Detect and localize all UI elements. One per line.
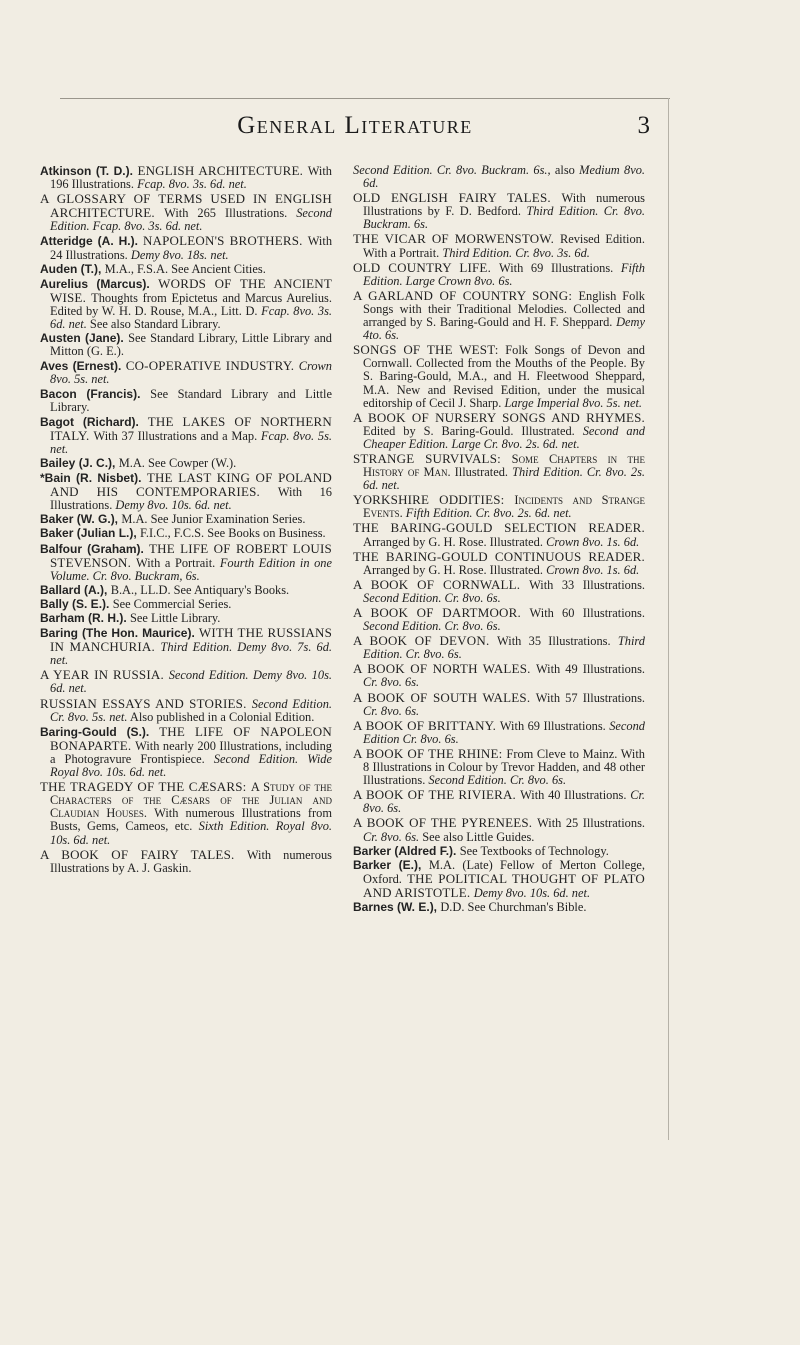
catalogue-entry	[353, 634, 645, 661]
entry-text: From Cleve to Mainz. With 8 Illustrations in Colour by Trevor Hadden, and 48 other Illustrations.	[363, 746, 645, 788]
entry-text: See Standard Library, Little Library and Mitton (G. E.).	[50, 331, 332, 359]
book-title: A BOOK OF DEVON.	[353, 633, 498, 649]
catalogue-entry	[40, 848, 332, 875]
edition-details: Third Edition. Cr. 8vo. Buckram. 6s.	[363, 204, 645, 232]
book-title: NAPOLEON'S BROTHERS.	[142, 233, 308, 249]
catalogue-entry	[40, 388, 332, 414]
edition-details: Fifth Edition. Large Crown 8vo. 6s.	[363, 260, 645, 288]
page-number: 3	[637, 112, 650, 139]
page-top-rule	[60, 98, 670, 99]
entry-text: With 49 Illustrations.	[535, 662, 645, 677]
author-heading: Baring (The Hon. Maurice).	[40, 626, 199, 641]
edition-details: Third Edition. Cr. 8vo. 6s.	[363, 634, 645, 662]
catalogue-entry	[40, 697, 332, 724]
catalogue-entry	[353, 191, 645, 231]
edition-details: Crown 8vo. 1s. 6d.	[546, 562, 640, 577]
entry-text: With 196 Illustrations.	[50, 164, 332, 192]
subtitle: Some Chapters in the History of Man.	[363, 451, 645, 480]
catalogue-entry	[353, 343, 645, 409]
edition-details: Large Imperial 8vo. 5s. net.	[504, 395, 642, 410]
author-heading: Bagot (Richard).	[40, 414, 148, 429]
catalogue-entry	[40, 513, 332, 526]
entry-text: With 25 Illustrations.	[537, 816, 645, 831]
catalogue-entry	[40, 542, 332, 583]
catalogue-entry	[353, 788, 645, 815]
entry-text: Revised Edition. With a Portrait.	[363, 232, 645, 260]
author-heading: Austen (Jane).	[40, 331, 129, 346]
entry-text: Illustrated.	[454, 465, 513, 480]
edition-details: Second Edition. Fcap. 8vo. 3s. 6d. net.	[50, 206, 332, 234]
edition-details: Third Edition. Demy 8vo. 7s. 6d. net.	[50, 640, 332, 668]
edition-details: Second Edition. Demy 8vo. 10s. 6d. net.	[50, 668, 332, 696]
page-header	[40, 112, 670, 146]
catalogue-entry	[353, 719, 645, 746]
author-heading: Barham (R. H.).	[40, 611, 131, 625]
entry-text: M.A. (Late) Fellow of Merton College, Oxford.	[363, 857, 646, 886]
edition-details: Fourth Edition in one Volume. Cr. 8vo. Buckram, 6s.	[50, 555, 332, 583]
entry-text: Edited by S. Baring-Gould. Illustrated.	[363, 423, 583, 438]
author-heading: Barker (E.),	[353, 857, 429, 872]
author-heading: Aurelius (Marcus).	[40, 276, 159, 291]
book-title: THE VICAR OF MORWENSTOW.	[353, 231, 560, 247]
book-title: A GLOSSARY OF TERMS USED IN ENGLISH ARCHITECTURE.	[40, 191, 332, 221]
author-heading: Aves (Ernest).	[40, 359, 126, 374]
catalogue-entry	[353, 606, 645, 633]
catalogue-columns	[40, 164, 670, 1104]
catalogue-entry	[353, 578, 645, 605]
edition-details: Second Edition. Wide Royal 8vo. 10s. 6d. net.	[50, 751, 332, 780]
catalogue-entry	[353, 164, 645, 190]
book-title: THE LAST KING OF POLAND AND HIS CONTEMPORARIES.	[50, 470, 332, 500]
book-title: THE LIFE OF NAPOLEON BONAPARTE.	[50, 723, 332, 753]
edition-details: Demy 8vo. 10s. 6d. net.	[473, 885, 591, 900]
entry-text: With 265 Illustrations.	[164, 206, 297, 221]
author-heading: Baker (W. G.),	[40, 512, 122, 527]
entry-text: D.D. See Churchman's Bible.	[440, 899, 587, 914]
edition-details: Second Edition. Cr. 8vo. 5s. net.	[50, 696, 332, 724]
book-title: OLD ENGLISH FAIRY TALES.	[353, 190, 562, 206]
catalogue-entry	[353, 747, 645, 787]
entry-text: See Little Library.	[130, 611, 221, 625]
author-heading: Auden (T.),	[40, 261, 105, 276]
edition-details: Cr. 8vo. 6s.	[363, 675, 420, 690]
edition-details: Third Edition. Cr. 8vo. 3s. 6d.	[442, 245, 590, 260]
book-title: WITH THE RUSSIANS IN MANCHURIA.	[50, 625, 332, 655]
catalogue-entry	[40, 263, 332, 276]
entry-text: With a Portrait.	[136, 555, 220, 570]
entry-text: With 37 Illustrations and a Map.	[93, 428, 261, 443]
edition-details: Cr. 8vo. 6s.	[363, 829, 420, 844]
edition-details: Second Edition Cr. 8vo. 6s.	[363, 718, 645, 746]
entry-text: Also published in a Colonial Edition.	[127, 709, 315, 724]
book-title: A BOOK OF SOUTH WALES.	[353, 689, 536, 705]
entry-text: With numerous Illustrations by A. J. Gaskin.	[50, 847, 332, 875]
book-title: THE TRAGEDY OF THE CÆSARS:	[40, 779, 251, 795]
running-head: General Literature	[237, 112, 473, 139]
book-title: A BOOK OF THE RIVIERA.	[353, 787, 521, 803]
catalogue-entry	[353, 816, 645, 843]
entry-text: See also Standard Library.	[86, 317, 221, 332]
author-heading: *Bain (R. Nisbet).	[40, 471, 147, 486]
book-title: A BOOK OF NORTH WALES.	[353, 661, 536, 677]
book-title: CO-OPERATIVE INDUSTRY.	[125, 358, 299, 374]
catalogue-entry	[40, 471, 332, 512]
catalogue-entry	[40, 780, 332, 846]
edition-details: Fifth Edition. Cr. 8vo. 2s. 6d. net.	[405, 506, 572, 521]
subtitle: A Study of the Characters of the Cæsars of the Julian and Claudian Houses.	[50, 780, 332, 821]
book-title: A GARLAND OF COUNTRY SONG:	[353, 287, 579, 303]
book-title: THE BARING-GOULD CONTINUOUS READER.	[353, 548, 645, 564]
book-title: A BOOK OF CORNWALL.	[353, 576, 530, 592]
entry-text: With 35 Illustrations.	[497, 634, 618, 649]
entry-text: M.A. See Junior Examination Series.	[121, 512, 306, 527]
author-heading: Atkinson (T. D.).	[40, 164, 138, 178]
catalogue-entry	[40, 457, 332, 470]
author-heading: Barker (Aldred F.).	[353, 843, 460, 858]
catalogue-entry	[353, 411, 645, 451]
catalogue-entry	[353, 662, 645, 689]
edition-details: Crown 8vo. 1s. 6d.	[546, 534, 640, 549]
edition-details: Demy 8vo. 18s. net.	[130, 247, 229, 262]
entry-text: B.A., LL.D. See Antiquary's Books.	[110, 582, 290, 597]
right-column	[353, 164, 645, 915]
entry-text: With 16 Illustrations.	[50, 485, 332, 513]
author-heading: Balfour (Graham).	[40, 541, 149, 556]
author-heading: Ballard (A.),	[40, 582, 111, 597]
subtitle: Incidents and Strange Events.	[363, 493, 645, 521]
edition-details: Sixth Edition. Royal 8vo. 10s. 6d. net.	[50, 819, 332, 847]
edition-details: Crown 8vo. 5s. net.	[50, 359, 332, 387]
entry-text: Arranged by G. H. Rose. Illustrated.	[363, 534, 547, 549]
entry-text: Thoughts from Epictetus and Marcus Aurelius. Edited by W. H. D. Rouse, M.A., Litt. D.	[50, 290, 332, 318]
entry-text: M.A. See Cowper (W.).	[118, 455, 237, 470]
catalogue-entry	[40, 415, 332, 456]
entry-text: With 24 Illustrations.	[50, 234, 333, 262]
edition-details: Fcap. 8vo. 5s. net.	[50, 428, 332, 456]
catalogue-entry	[353, 859, 645, 900]
book-title: A BOOK OF THE RHINE:	[353, 745, 507, 761]
book-title: A BOOK OF DARTMOOR.	[353, 605, 530, 620]
entry-text: With 33 Illustrations.	[529, 577, 645, 592]
edition-details: Second Edition. Cr. 8vo. Buckram. 6s.,	[353, 163, 555, 177]
catalogue-entry	[40, 612, 332, 625]
edition-details: Demy 8vo. 10s. 6d. net.	[115, 498, 232, 513]
edition-details: Second and Cheaper Edition. Large Cr. 8vo. 2s. 6d. net.	[363, 423, 645, 451]
entry-text: See also Little Guides.	[419, 829, 535, 844]
entry-text: F.I.C., F.C.S. See Books on Business.	[140, 526, 326, 541]
entry-text: also	[554, 163, 580, 177]
catalogue-entry	[40, 332, 332, 358]
author-heading: Barnes (W. E.),	[353, 899, 441, 914]
catalogue-entry	[353, 845, 645, 858]
edition-details: Demy 4to. 6s.	[363, 315, 645, 343]
book-title: OLD COUNTRY LIFE.	[353, 259, 500, 275]
edition-details: Fcap. 8vo. 3s. 6d. net.	[50, 303, 333, 332]
catalogue-entry	[353, 452, 645, 492]
entry-text: With 69 Illustrations.	[499, 260, 621, 275]
edition-details: Cr. 8vo. 6s.	[363, 703, 420, 718]
left-column	[40, 164, 332, 876]
catalogue-entry	[40, 234, 332, 261]
entry-text: With 69 Illustrations.	[499, 718, 610, 733]
catalogue-entry	[40, 359, 332, 386]
book-title: THE BARING-GOULD SELECTION READER.	[353, 520, 645, 536]
catalogue-entry	[40, 527, 332, 540]
catalogue-entry	[40, 192, 332, 233]
catalogue-entry	[40, 164, 332, 191]
author-heading: Atteridge (A. H.).	[40, 234, 143, 249]
catalogue-entry	[353, 521, 645, 548]
catalogue-entry	[40, 668, 332, 695]
edition-details: Cr. 8vo. 6s.	[363, 788, 645, 816]
catalogue-entry	[353, 232, 645, 259]
edition-details: Second Edition. Cr. 8vo. 6s.	[363, 619, 501, 634]
book-title: YORKSHIRE ODDITIES:	[353, 492, 515, 508]
book-title: THE POLITICAL THOUGHT OF PLATO AND ARISTOTLE.	[363, 870, 645, 900]
entry-text: Arranged by G. H. Rose. Illustrated.	[363, 562, 547, 577]
catalogue-entry	[40, 725, 332, 779]
entry-text: English Folk Songs with their Traditional Melodies. Collected and arranged by S. Baring-Gould and H. F. Sheppard.	[363, 288, 645, 330]
author-heading: Bacon (Francis).	[40, 386, 151, 401]
catalogue-entry	[353, 550, 645, 577]
entry-text: With numerous Illustrations by F. D. Bedford.	[363, 191, 645, 219]
book-title: A BOOK OF FAIRY TALES.	[40, 846, 247, 862]
book-title: ENGLISH ARCHITECTURE.	[137, 163, 308, 178]
catalogue-entry	[353, 261, 645, 288]
author-heading: Baker (Julian L.),	[40, 526, 141, 541]
catalogue-entry	[40, 277, 332, 331]
catalogue-entry	[40, 584, 332, 597]
entry-text: With 57 Illustrations.	[535, 690, 645, 705]
catalogue-entry	[40, 598, 332, 611]
book-title: RUSSIAN ESSAYS AND STORIES.	[40, 695, 252, 711]
edition-details: Second Edition. Cr. 8vo. 6s.	[363, 590, 501, 605]
entry-text: With 60 Illustrations.	[529, 606, 645, 620]
book-title: A BOOK OF NURSERY SONGS AND RHYMES.	[353, 409, 645, 425]
edition-details: Fcap. 8vo. 3s. 6d. net.	[137, 177, 247, 192]
book-title: A BOOK OF BRITTANY.	[353, 717, 500, 733]
entry-text: M.A., F.S.A. See Ancient Cities.	[104, 261, 266, 276]
catalogue-entry	[353, 493, 645, 520]
book-title: WORDS OF THE ANCIENT WISE.	[50, 275, 332, 305]
entry-text: See Standard Library and Little Library.	[50, 386, 332, 414]
book-title: THE LAKES OF NORTHERN ITALY.	[50, 413, 332, 443]
entry-text: With 40 Illustrations.	[520, 788, 631, 803]
edition-details: Medium 8vo. 6d.	[363, 163, 645, 191]
book-title: THE LIFE OF ROBERT LOUIS STEVENSON.	[50, 540, 332, 570]
edition-details: Third Edition. Cr. 8vo. 2s. 6d. net.	[363, 465, 645, 493]
author-heading: Bally (S. E.).	[40, 596, 113, 611]
book-title: A YEAR IN RUSSIA.	[40, 667, 169, 683]
catalogue-entry	[353, 691, 645, 718]
book-title: STRANGE SURVIVALS:	[353, 450, 512, 466]
entry-text: With nearly 200 Illustrations, including a Photogravure Frontispiece.	[50, 738, 332, 766]
catalogue-entry	[353, 289, 645, 342]
author-heading: Bailey (J. C.),	[40, 455, 119, 470]
entry-text: Folk Songs of Devon and Cornwall. Collected from the Mouths of the People. By S. Baring-Gould, M.A., and H. Fleetwood Sheppard, M.A. New and Revised Edition, under the musical editorship of Cecil J. Sharp.	[363, 343, 645, 410]
catalogue-entry	[40, 626, 332, 667]
edition-details: Second Edition. Cr. 8vo. 6s.	[428, 773, 567, 788]
entry-text: With numerous Illustrations from Busts, Gems, Cameos, etc.	[50, 806, 333, 834]
book-title: A BOOK OF THE PYRENEES.	[353, 815, 538, 831]
entry-text: See Commercial Series.	[112, 596, 232, 611]
book-title: SONGS OF THE WEST:	[353, 342, 506, 358]
author-heading: Baring-Gould (S.).	[40, 724, 160, 739]
entry-text: See Textbooks of Technology.	[459, 843, 609, 858]
catalogue-entry	[353, 901, 645, 914]
